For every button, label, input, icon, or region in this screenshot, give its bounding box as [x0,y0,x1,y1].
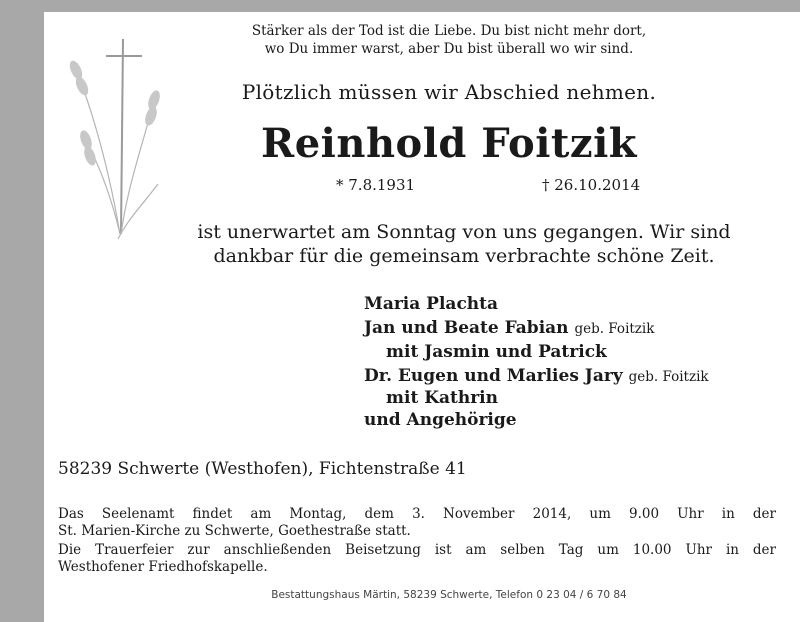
mourner-name: Dr. Eugen und Marlies Jary [364,366,623,386]
mourner-note: geb. Foitzik [628,369,709,385]
mourner-note: geb. Foitzik [574,321,655,337]
mourner-entry [386,342,607,362]
mourner-entry [364,294,498,314]
address: 58239 Schwerte (Westhofen), Fichtenstraße 41 [58,459,467,479]
message-line: ist unerwartet am Sonntag von uns gegangen. Wir sind [197,221,731,243]
deceased-name: Reinhold Foitzik [260,120,637,167]
service-line: Westhofener Friedhofskapelle. [58,559,268,575]
mourner-name: Maria Plachta [364,294,499,314]
birth-date: * 7.8.1931 [336,176,416,194]
mourner-name: und Angehörige [364,410,517,430]
obituary-sheet [44,12,800,622]
service-line: St. Marien-Kirche zu Schwerte, Goethestraße statt. [58,523,411,539]
mourner-name: mit Kathrin [386,388,498,408]
epigraph-line: wo Du immer warst, aber Du bist überall wo wir sind. [264,41,634,57]
service-line: Das Seelenamt findet am Montag, dem 3. November 2014, um 9.00 Uhr in der [58,506,776,522]
mourner-entry [364,410,517,430]
death-date: † 26.10.2014 [542,176,641,194]
service-line: Die Trauerfeier zur anschließenden Beisetzung ist am selben Tag um 10.00 Uhr in der [58,542,776,558]
message-line: dankbar für die gemeinsam verbrachte schöne Zeit. [213,245,715,267]
epigraph-line: Stärker als der Tod ist die Liebe. Du bist nicht mehr dort, [251,23,647,39]
intro-text: Plötzlich müssen wir Abschied nehmen. [241,80,657,104]
mourner-name: mit Jasmin und Patrick [386,342,607,362]
funeral-home-footer: Bestattungshaus Märtin, 58239 Schwerte, Telefon 0 23 04 / 6 70 84 [271,589,627,601]
mourner-name: Jan und Beate Fabian [364,318,569,338]
mourner-entry [386,388,498,408]
mourner-entry [364,366,709,386]
cross-and-wheat-icon [58,34,178,254]
mourner-entry [364,318,654,338]
